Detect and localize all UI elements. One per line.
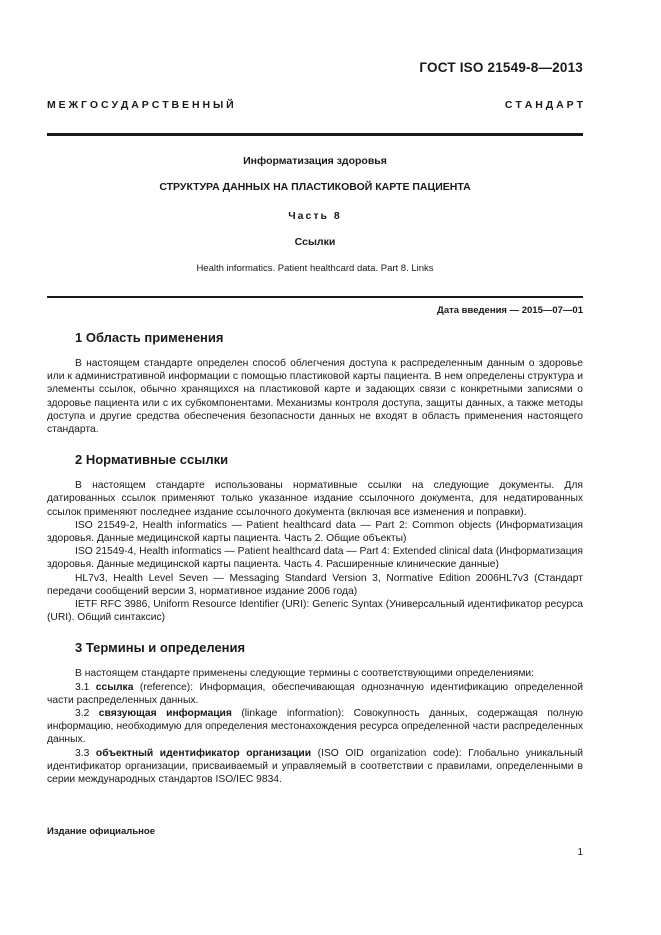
section-scope: [47, 330, 583, 436]
reference-item: ISO 21549-4, Health informatics — Patient healthcard data — Part 4: Extended clinical data (Информатизация здоровья. Данные медицинской карты пациента. Часть 4. Расширенные клинические данные): [47, 546, 583, 571]
category-word-interstate: М Е Ж Г О С У Д А Р С Т В Е Н Н Ы Й: [47, 99, 234, 111]
official-edition-label: Издание официальное: [47, 826, 155, 837]
category-word-standard: С Т А Н Д А Р Т: [504, 99, 583, 111]
title-line-1: Информатизация здоровья: [243, 155, 387, 167]
introduction-date: Дата введения — 2015—07—01: [437, 305, 583, 316]
term-text: (ISO OID organization code): Глобально уникальный идентификатор организации, присваиваемый и управляемый в соответствии с правилами, определенными в серии международных стандартов ISO/IEC 9834.: [47, 747, 583, 786]
title-part: Часть 8: [288, 210, 342, 222]
document-body: [47, 330, 583, 802]
term-number: 3.3: [75, 747, 90, 759]
paragraph: В настоящем стандарте применены следующие термины с соответствующими определениями:: [75, 668, 535, 680]
term-definition: [47, 707, 583, 747]
term-number: 3.2: [75, 708, 90, 720]
title-english: Health informatics. Patient healthcard data. Part 8. Links: [196, 263, 434, 274]
section-terms-definitions: [47, 640, 583, 786]
paragraph: В настоящем стандарте определен способ облегчения доступа к распределенным данным о здоровье или к административной информации с помощью пластиковой карты пациента. В нем определены структура и элементы ссылок, обычно хранящихся на пластиковой карте и задающих связи с конкретными записями о здоровье пациента или с их субкомпонентами. Механизмы контроля доступа, защиты данных, а также методы доступа и другие средства обеспечения безопасности данных не входят в область применения настоящего стандарта.: [47, 358, 583, 436]
title-subject: Ссылки: [294, 236, 336, 248]
standard-number: ГОСТ ISO 21549-8—2013: [419, 60, 583, 75]
term-definition: [47, 747, 583, 787]
term-text: (reference): Информация, обеспечивающая однозначную идентификацию определенной части распределенных данных.: [47, 681, 583, 706]
top-rule: [47, 133, 583, 136]
section-heading: 1 Область применения: [75, 330, 224, 345]
term-name: связующая информация: [98, 708, 232, 720]
reference-item: ISO 21549-2, Health informatics — Patient healthcard data — Part 2: Common objects (Информатизация здоровья. Данные медицинской карты пациента. Часть 2. Общие объекты): [47, 519, 583, 545]
reference-item: HL7v3, Health Level Seven — Messaging Standard Version 3, Normative Edition 2006HL7v3 (Стандарт передачи сообщений версии 3, нормативное издание 2006 года): [47, 572, 583, 597]
page-number: 1: [577, 847, 583, 858]
term-text: (linkage information): Совокупность данных, содержащая полную информацию, необходимую для определения местонахождения ресурса определенной части распределенных данных.: [47, 708, 583, 746]
term-name: объектный идентификатор организации: [95, 747, 312, 759]
term-name: ссылка: [95, 681, 134, 693]
section-heading: 2 Нормативные ссылки: [75, 452, 229, 468]
section-heading: 3 Термины и определения: [75, 640, 246, 656]
paragraph: В настоящем стандарте использованы нормативные ссылки на следующие документы. Для датированных ссылок применяют только указанное издание ссылочного документа, для недатированных ссылок применяют последнее издание ссылочного документа (включая все изменения и поправки).: [47, 480, 583, 518]
term-number: 3.1: [75, 681, 90, 693]
middle-rule: [47, 296, 583, 298]
term-definition: [47, 681, 583, 707]
reference-item: IETF RFC 3986, Uniform Resource Identifier (URI): Generic Syntax (Универсальный идентификатор ресурса (URI). Общий синтаксис): [47, 599, 583, 624]
section-normative-references: [47, 452, 583, 624]
title-line-2: СТРУКТУРА ДАННЫХ НА ПЛАСТИКОВОЙ КАРТЕ ПАЦИЕНТА: [159, 181, 471, 193]
standard-category: [47, 99, 583, 111]
